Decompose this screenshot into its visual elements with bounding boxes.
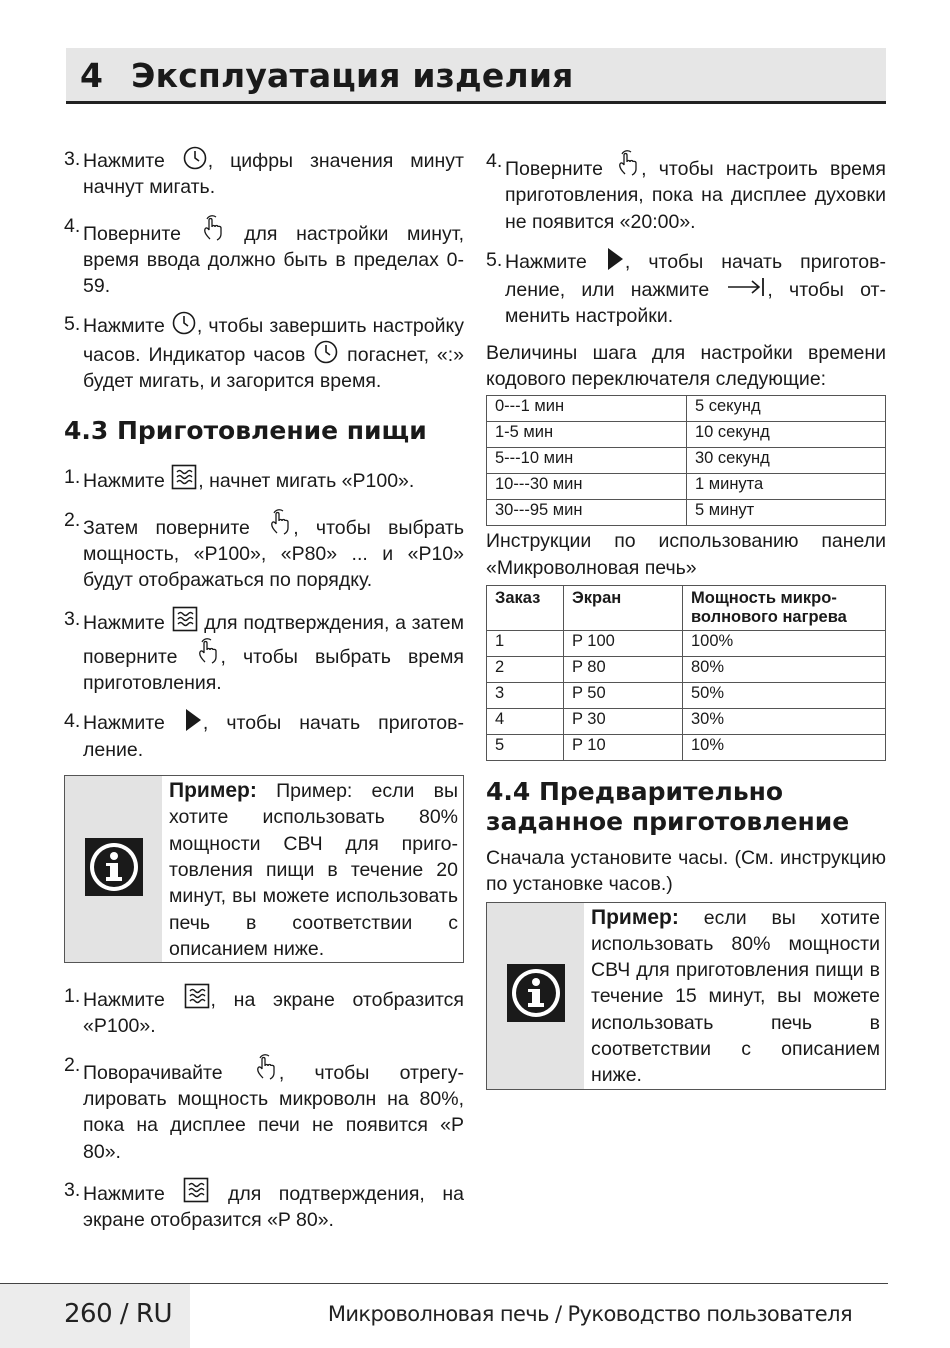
footer-document-title: Микроволновая печь / Руководство пользователя [327,1302,852,1326]
table-cell: 10---30 мин [487,474,687,500]
microwave-icon [171,464,197,490]
table-row [487,500,886,526]
step-text: для настройки минут, время ввода должно быть в пределах 0-59. [83,222,464,298]
right-column [486,148,886,1090]
step-number: 4. [64,214,81,237]
table-cell: 2 [487,656,564,682]
table-cell: 30% [683,708,886,734]
table-cell: 4 [487,708,564,734]
note-body: если вы хотите использовать 80% мощности СВЧ для приготовления пищи в течение 15 минут, вы можете использовать печь в соответствии с описанием ниже. [591,906,880,1087]
table-cell: 30 секунд [687,448,886,474]
info-icon-panel [65,776,162,962]
footer-page-number: 260 / RU [64,1299,173,1329]
step-item [486,148,886,235]
step-text: Нажмите [83,315,171,338]
step-number: 1. [64,985,81,1008]
step-item [64,1052,464,1165]
knob-hand-icon [201,213,225,243]
table-cell: P 10 [564,734,683,760]
knob-hand-icon [254,1052,278,1082]
table-cell: 5 секунд [687,396,886,422]
step-text: Поворачивайте [83,1061,253,1084]
table-cell: 10% [683,734,886,760]
table-header-row [487,585,886,630]
play-icon [606,247,624,271]
step-number: 2. [64,1053,81,1076]
table-header: Заказ [487,585,564,630]
step-item [64,311,464,394]
step-item [64,213,464,300]
table-cell: P 80 [564,656,683,682]
chapter-title [80,56,574,95]
step-text: Нажмите [83,712,183,735]
info-icon [84,837,144,902]
chapter-header [66,48,886,104]
note-label: Пример: [591,905,679,929]
table-cell: P 50 [564,682,683,708]
step-text: Поверните [83,222,200,245]
step-text: Нажмите [83,1182,183,1205]
table-cell: 0---1 мин [487,396,687,422]
table-cell: 50% [683,682,886,708]
step-number: 5. [486,248,503,271]
step-number: 2. [64,508,81,531]
step-text: для подтверждения, а затем поверните [83,611,464,668]
section-title-cooking: 4.3 Приготовление пищи [64,416,427,446]
step-number: 5. [64,313,81,336]
left-steps-example [64,983,464,1233]
section-title-preset: 4.4 Предварительно заданное приготовление [486,776,850,836]
step-item [64,983,464,1040]
step-text: , чтобы отрегулировать мощность микроволн на 80%, пока на дисплее печи не появится «P 80». [83,1061,464,1163]
example-note-right [486,902,886,1090]
panel-intro: Инструкции по использованию панели «Микроволновая печь» [486,530,886,579]
table-cell: 3 [487,682,564,708]
step-size-table [486,395,886,526]
step-item [64,708,464,763]
table-header: Экран [564,585,683,630]
knob-hand-icon [196,636,220,666]
step-text: Нажмите [83,150,182,172]
right-steps [486,148,886,330]
step-text: , чтобы выбрать мощность, «P100», «P80» ... и «P10» будут отображаться по порядку. [83,516,464,592]
info-icon-panel [487,903,584,1089]
step-number: 4. [486,150,503,172]
step-number: 1. [64,466,81,489]
left-steps-cooking [64,464,464,763]
table-cell: 5 [487,734,564,760]
step-text: Нажмите [83,470,171,493]
knob-hand-icon [268,507,292,537]
table-cell: 1 минута [687,474,886,500]
info-icon [506,963,566,1028]
table-cell: P 30 [564,708,683,734]
note-label: Пример: [169,779,257,803]
step-text: Нажмите [83,989,183,1012]
note-text-left [162,776,463,962]
table-row [487,422,886,448]
step-text: погаснет, «:» будет мигать, и загорится время. [83,343,464,393]
step-text: , чтобы завершить настройку часов. Индикатор часов [83,315,464,366]
left-column [64,146,464,1245]
step-item [64,146,464,201]
step-text: , начнет мигать «P100». [198,470,415,493]
step-text: , чтобы отменить настройки. [505,279,886,328]
step-text: Нажмите [505,250,605,273]
table-cell: 1-5 мин [487,422,687,448]
step-text: , чтобы начать приготовление. [83,712,464,761]
step-text: , чтобы выбрать время приготовления. [83,645,464,695]
table-cell: 1 [487,630,564,656]
table-cell: 5 минут [687,500,886,526]
table-row [487,708,886,734]
table-cell: 100% [683,630,886,656]
step-number: 3. [64,607,81,630]
clock-icon [183,146,207,170]
step-intro: Величины шага для настройки времени кодового переключателя следующие: [486,341,886,391]
step-item [64,507,464,594]
table-row [487,448,886,474]
table-cell: 5---10 мин [487,448,687,474]
table-header: Мощность микроволнового нагрева [683,585,886,630]
microwave-icon [184,983,210,1009]
step-text: Нажмите [83,611,171,634]
step-item [64,1177,464,1234]
chapter-title-text: Эксплуатация изделия [131,56,574,95]
step-number: 4. [64,710,81,733]
power-table [486,585,886,761]
table-cell: 80% [683,656,886,682]
cancel-arrow-icon [726,275,766,299]
play-icon [184,708,202,732]
clock-icon [172,311,196,335]
step-text: , на экране отобразится «P100». [83,989,464,1038]
table-row [487,682,886,708]
microwave-icon [172,606,198,632]
step-item [64,464,464,494]
chapter-number: 4 [80,56,104,95]
table-row [487,630,886,656]
step-text: Поверните [505,158,616,180]
knob-hand-icon [616,148,640,178]
step-text: , цифры значения минут начнут мигать. [83,150,464,199]
example-note-left [64,775,464,963]
step-text: , чтобы настроить время приготовления, пока на дисплее духовки не появится «20:00». [505,158,886,233]
table-cell: 10 секунд [687,422,886,448]
note-body: Пример: если вы хотите использовать 80% мощности СВЧ для приготовления пищи в течение 20 минут, вы можете использовать печь в соответствии с описанием ниже. [169,780,458,960]
table-row [487,656,886,682]
table-cell: P 100 [564,630,683,656]
section-intro: Сначала установите часы. (См. инструкцию по установке часов.) [486,846,886,896]
microwave-icon [183,1177,209,1203]
step-text: Затем поверните [83,516,268,539]
clock-icon [314,340,338,364]
table-row [487,396,886,422]
left-steps-clock [64,146,464,394]
step-text: , чтобы начать приготовление, или нажмите [505,250,886,302]
step-number: 3. [64,148,81,170]
table-row [487,474,886,500]
step-item [486,247,886,330]
step-number: 3. [64,1178,81,1201]
note-text-right [584,903,885,1089]
table-cell: 30---95 мин [487,500,687,526]
table-row [487,734,886,760]
step-text: для подтверждения, на экране отобразится «P 80». [83,1182,464,1232]
step-item [64,606,464,697]
